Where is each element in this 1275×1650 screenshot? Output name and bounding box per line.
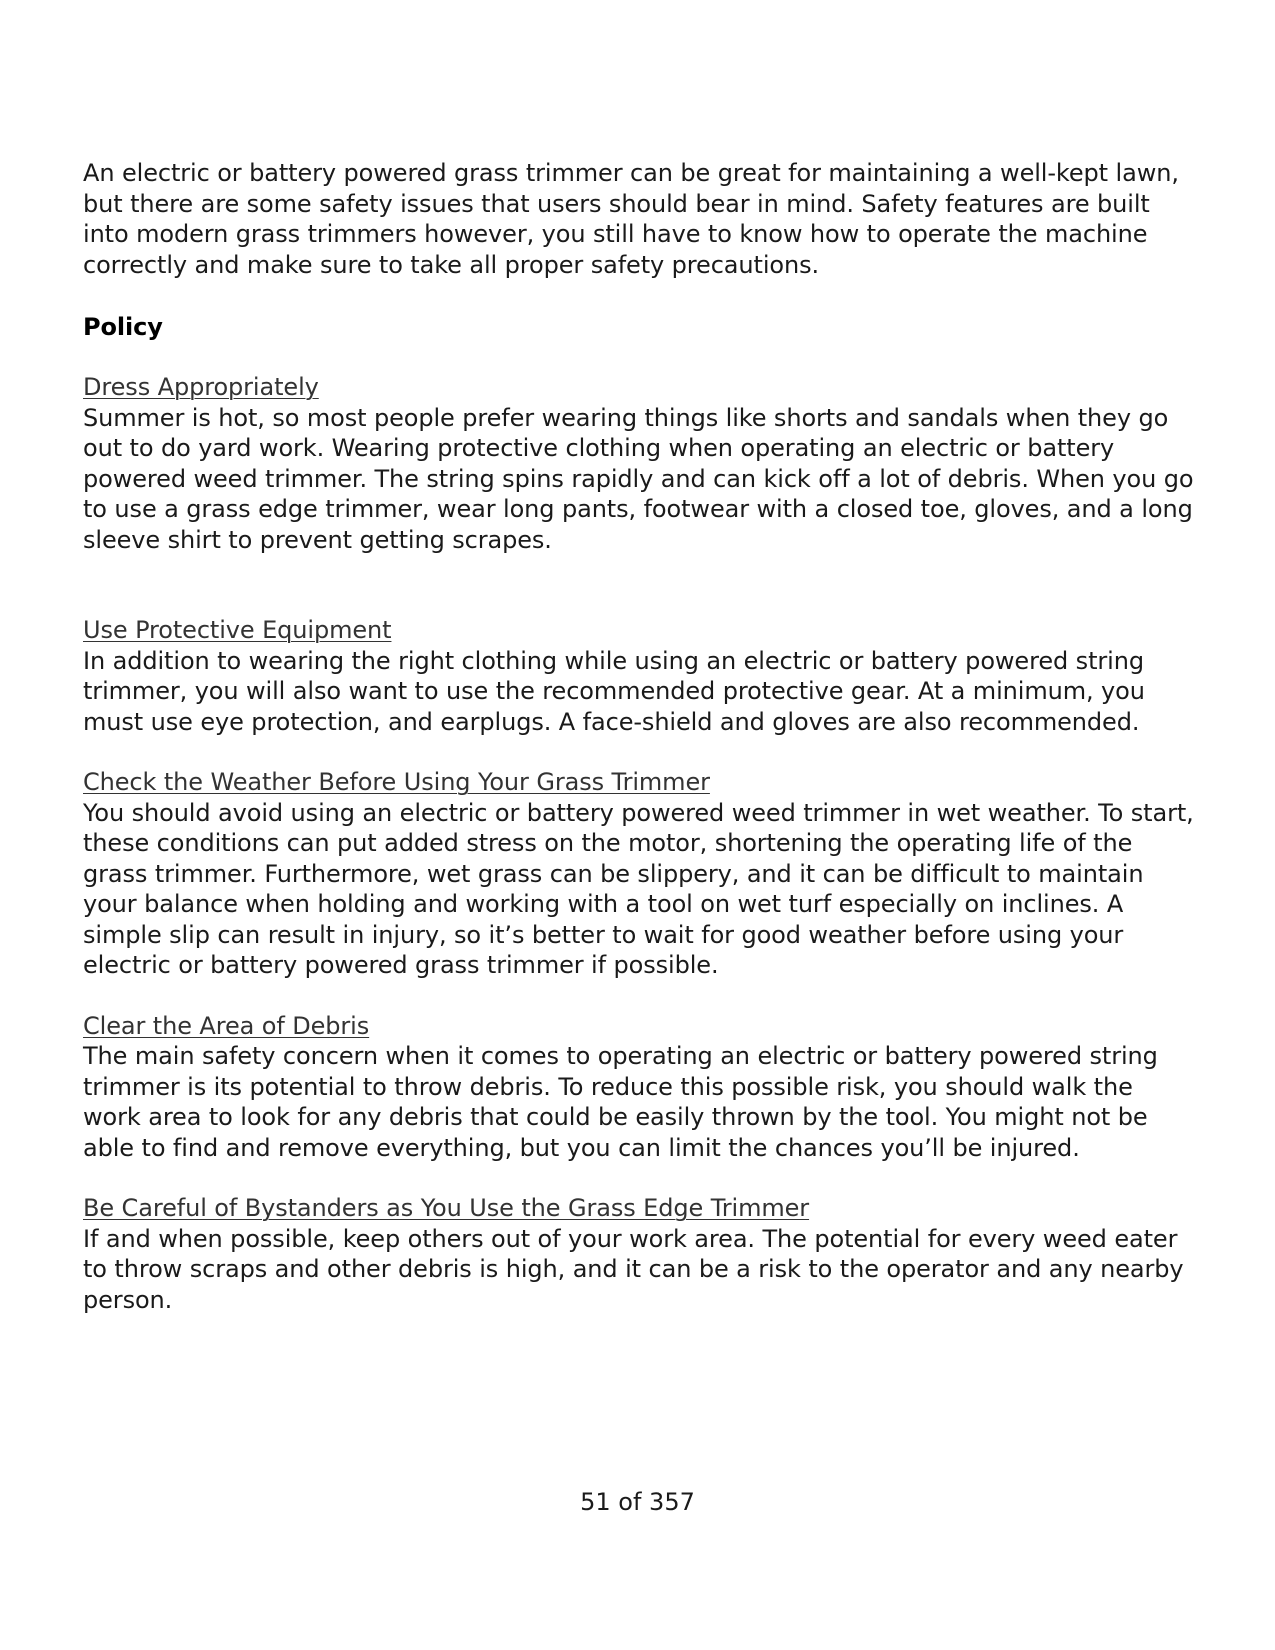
section-dress-appropriately: [83, 372, 1195, 555]
section-be-careful-of-bystanders: [83, 1193, 1195, 1315]
section-title: Check the Weather Before Using Your Grass Trimmer: [83, 768, 710, 796]
section-use-protective-equipment: [83, 615, 1195, 737]
section-title: Dress Appropriately: [83, 373, 319, 401]
section-body: If and when possible, keep others out of your work area. The potential for every weed eater to throw scraps and other debris is high, and it can be a risk to the operator and any nearby person.: [83, 1224, 1184, 1314]
section-body: The main safety concern when it comes to operating an electric or battery powered string trimmer is its potential to throw debris. To reduce this possible risk, you should walk the work area to look for any debris that could be easily thrown by the tool. You might not be able to find and remove everything, but you can limit the chances you’ll be injured.: [83, 1042, 1158, 1162]
section-title: Use Protective Equipment: [83, 616, 392, 644]
section-check-the-weather: [83, 767, 1195, 981]
policy-heading: Policy: [83, 313, 163, 341]
section-title: Clear the Area of Debris: [83, 1011, 370, 1040]
page-number: 51 of 357: [580, 1488, 695, 1516]
intro-paragraph: An electric or battery powered grass trimmer can be great for maintaining a well-kept lawn, but there are some safety issues that users should bear in mind. Safety features are built into modern grass trimmers however, you still have to know how to operate the machine correctly and make sure to take all proper safety precautions.: [83, 159, 1179, 279]
section-clear-the-area: [83, 1011, 1195, 1164]
section-body: You should avoid using an electric or battery powered weed trimmer in wet weather. To start, these conditions can put added stress on the motor, shortening the operating life of the grass trimmer. Furthermore, wet grass can be slippery, and it can be difficult to maintain your balance when holding and working with a tool on wet turf especially on inclines. A simple slip can result in injury, so it’s better to wait for good weather before using your electric or battery powered grass trimmer if possible.: [83, 798, 1194, 979]
section-body: Summer is hot, so most people prefer wearing things like shorts and sandals when they go out to do yard work. Wearing protective clothing when operating an electric or battery powered weed trimmer. The string spins rapidly and can kick off a lot of debris. When you go to use a grass edge trimmer, wear long pants, footwear with a closed toe, gloves, and a long sleeve shirt to prevent getting scrapes.: [83, 403, 1194, 554]
section-title: Be Careful of Bystanders as You Use the Grass Edge Trimmer: [83, 1194, 810, 1222]
page-content: [83, 158, 1195, 1345]
section-body: In addition to wearing the right clothing while using an electric or battery powered string trimmer, you will also want to use the recommended protective gear. At a minimum, you must use eye protection, and earplugs. A face-shield and gloves are also recommended.: [83, 646, 1145, 736]
